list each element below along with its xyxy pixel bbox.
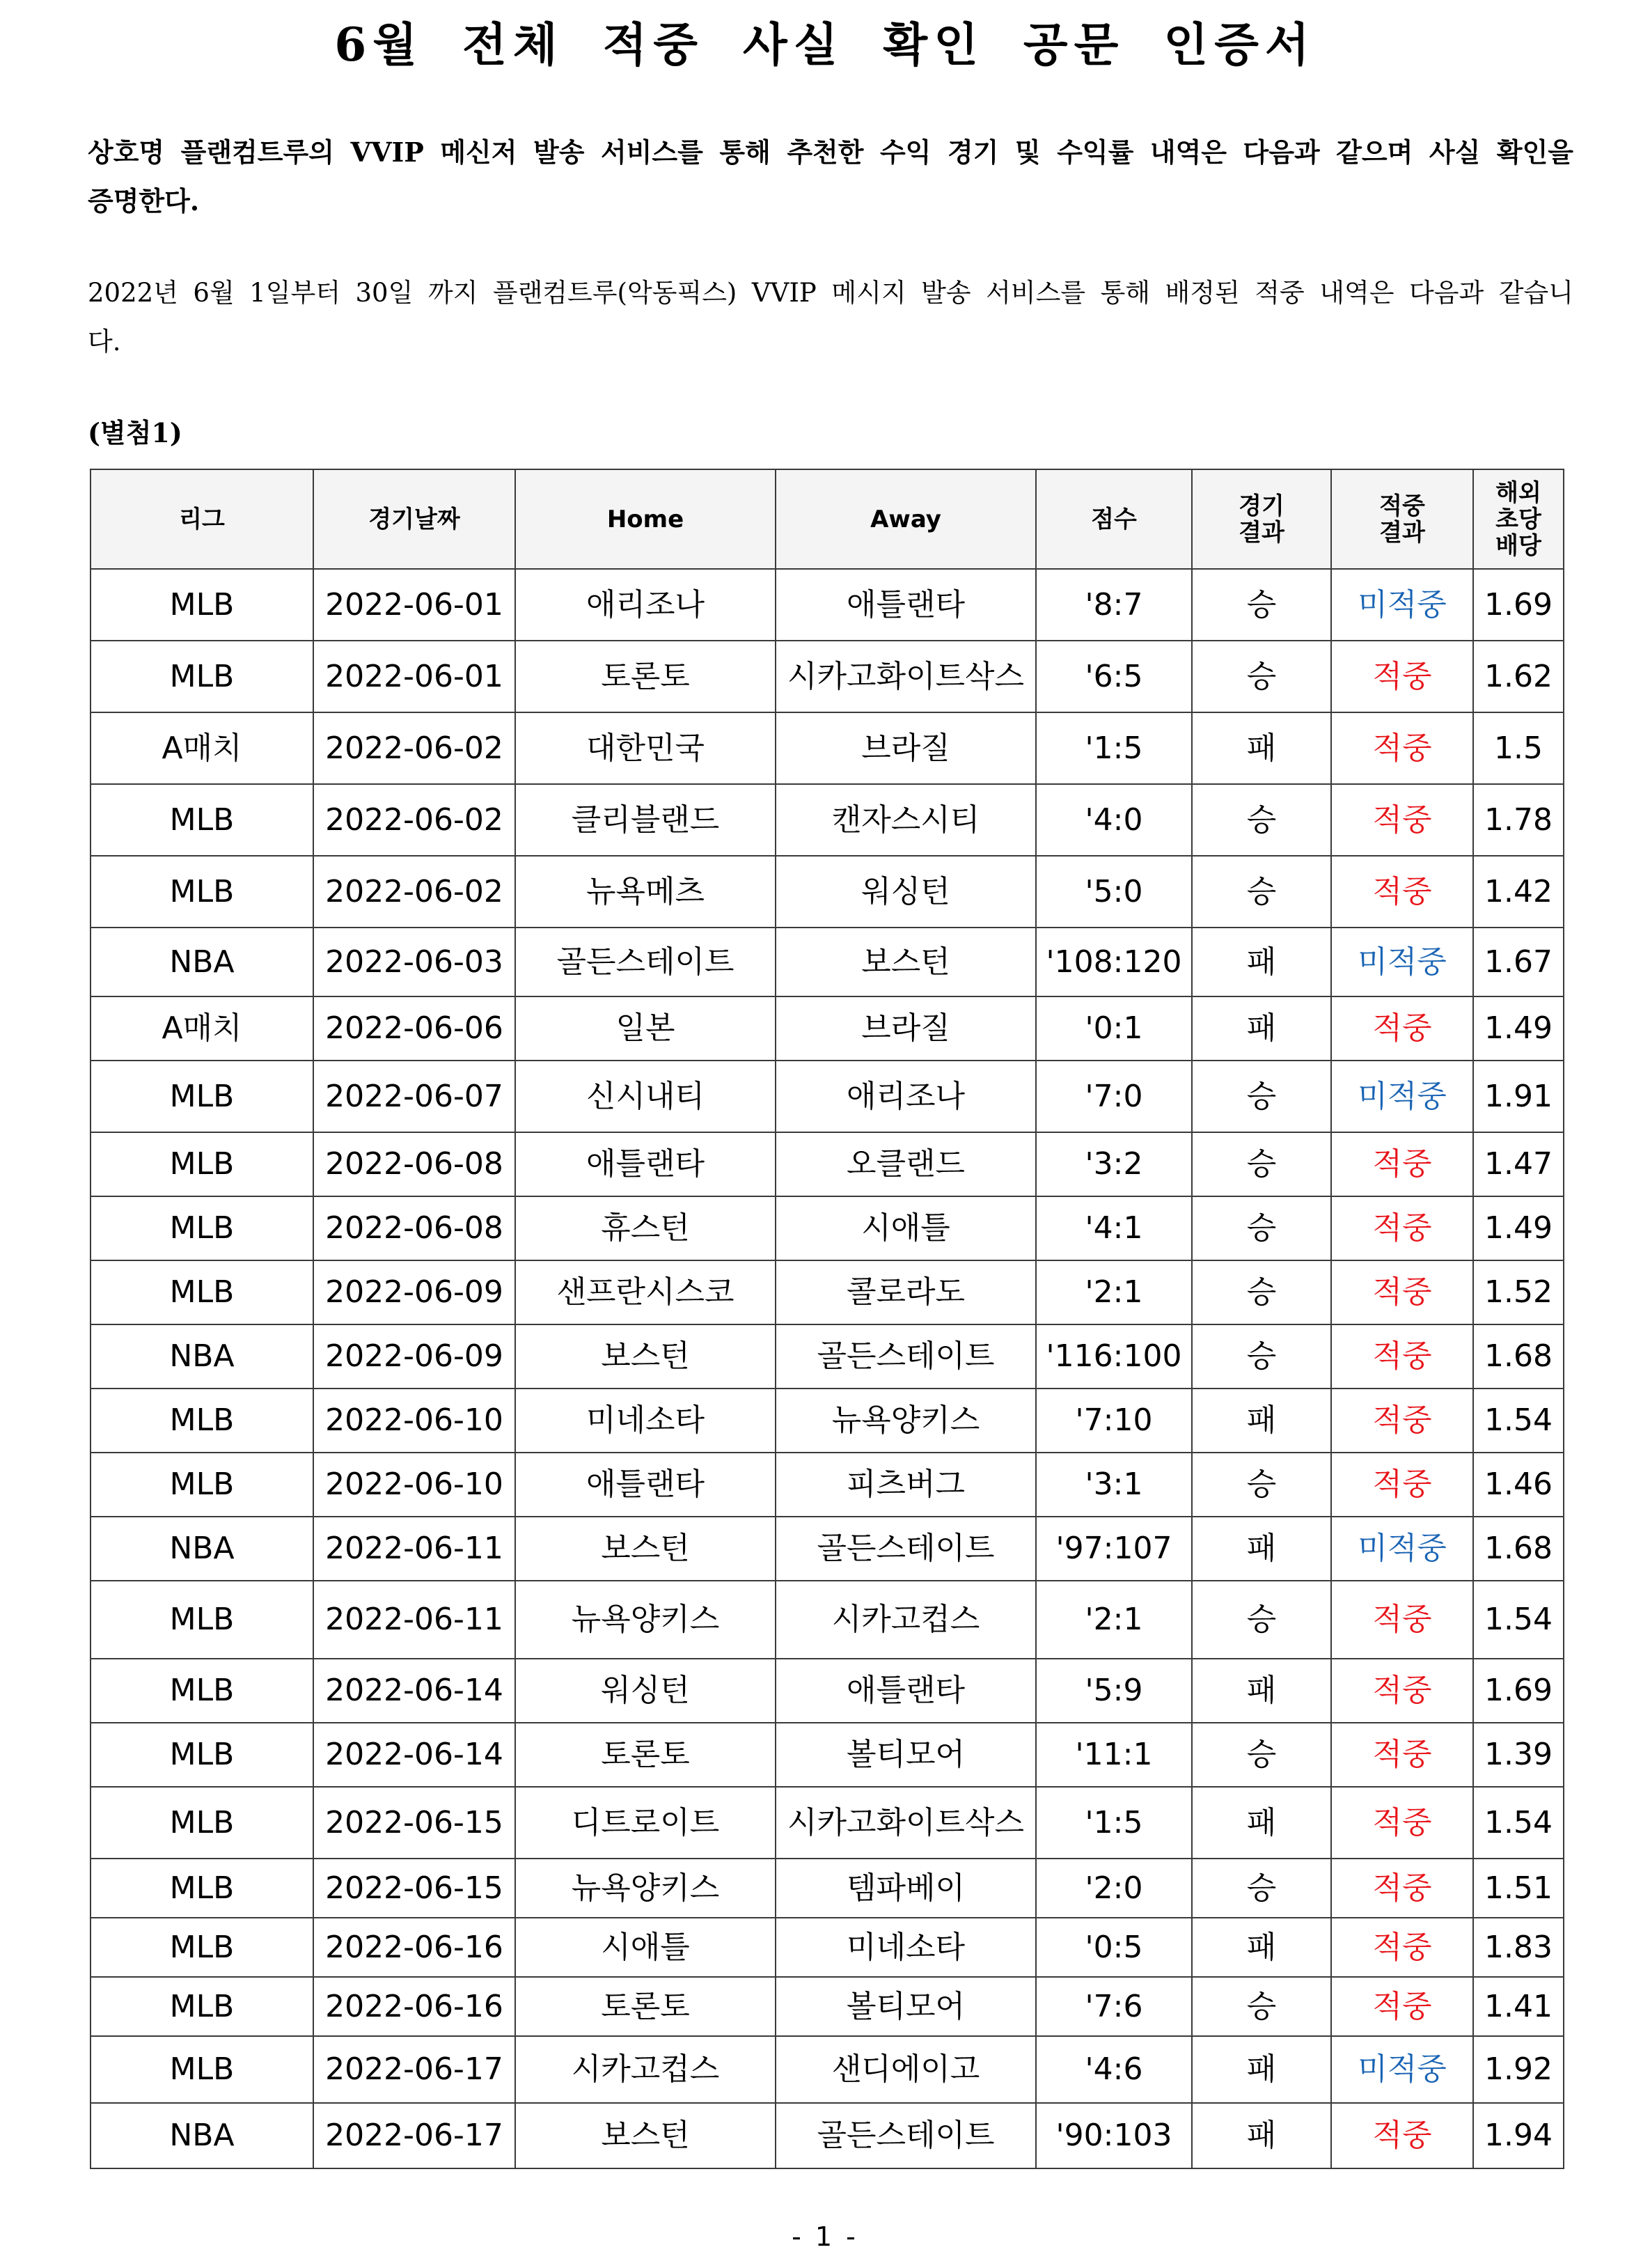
table-row [91, 1581, 1564, 1659]
cell-game-result: 패 [1192, 996, 1331, 1061]
cell-score: '0:5 [1036, 1918, 1192, 1977]
cell-game-result: 승 [1192, 1260, 1331, 1324]
cell-away: 샌디에이고 [776, 2036, 1036, 2103]
cell-odds: 1.49 [1473, 1196, 1564, 1260]
cell-game-result: 패 [1192, 928, 1331, 996]
cell-hit-result: 적중 [1331, 1324, 1473, 1389]
cell-date: 2022-06-11 [313, 1517, 515, 1581]
cell-league: MLB [91, 1196, 313, 1260]
cell-game-result: 패 [1192, 1659, 1331, 1723]
cell-hit-result: 적중 [1331, 996, 1473, 1061]
cell-league: MLB [91, 1918, 313, 1977]
cell-date: 2022-06-01 [313, 641, 515, 712]
cell-home: 보스턴 [515, 2103, 776, 2168]
cell-league: MLB [91, 1723, 313, 1787]
table-row [91, 996, 1564, 1061]
cell-hit-result: 적중 [1331, 1859, 1473, 1918]
cell-league: MLB [91, 1859, 313, 1918]
table-row [91, 1061, 1564, 1132]
cell-odds: 1.54 [1473, 1389, 1564, 1453]
cell-league: MLB [91, 1787, 313, 1859]
cell-score: '4:1 [1036, 1196, 1192, 1260]
cell-score: '5:0 [1036, 856, 1192, 928]
cell-home: 대한민국 [515, 712, 776, 784]
table-row [91, 856, 1564, 928]
cell-score: '7:0 [1036, 1061, 1192, 1132]
cell-away: 템파베이 [776, 1859, 1036, 1918]
table-row [91, 784, 1564, 856]
cell-home: 뉴욕메츠 [515, 856, 776, 928]
cell-odds: 1.46 [1473, 1453, 1564, 1517]
cell-hit-result: 미적중 [1331, 1061, 1473, 1132]
table-row [91, 1389, 1564, 1453]
table-header-row [91, 469, 1564, 569]
cell-away: 콜로라도 [776, 1260, 1036, 1324]
cell-hit-result: 적중 [1331, 1918, 1473, 1977]
header-odds-label: 해외 초당 배당 [1495, 478, 1541, 560]
cell-odds: 1.39 [1473, 1723, 1564, 1787]
page-number: - 1 - [792, 2221, 858, 2252]
cell-odds: 1.41 [1473, 1977, 1564, 2036]
cell-league: A매치 [91, 712, 313, 784]
cell-date: 2022-06-02 [313, 784, 515, 856]
cell-odds: 1.62 [1473, 641, 1564, 712]
cell-game-result: 승 [1192, 856, 1331, 928]
table-body [91, 569, 1564, 2168]
cell-home: 뉴욕양키스 [515, 1581, 776, 1659]
cell-odds: 1.54 [1473, 1581, 1564, 1659]
cell-home: 클리블랜드 [515, 784, 776, 856]
cell-hit-result: 적중 [1331, 1787, 1473, 1859]
cell-score: '5:9 [1036, 1659, 1192, 1723]
cell-league: NBA [91, 1324, 313, 1389]
table-row [91, 1196, 1564, 1260]
cell-date: 2022-06-17 [313, 2036, 515, 2103]
cell-game-result: 승 [1192, 1196, 1331, 1260]
header-hit-result-label: 적중 결과 [1379, 492, 1425, 547]
cell-league: MLB [91, 1977, 313, 2036]
cell-away: 미네소타 [776, 1918, 1036, 1977]
cell-game-result: 패 [1192, 1787, 1331, 1859]
table-row [91, 1324, 1564, 1389]
intro-paragraph: 상호명 플랜컴트루의 VVIP 메신저 발송 서비스를 통해 추천한 수익 경기 및 수익률 내역은 다음과 같으며 사실 확인을 증명한다. [88, 136, 1573, 217]
cell-away: 워싱턴 [776, 856, 1036, 928]
cell-hit-result: 적중 [1331, 1723, 1473, 1787]
cell-home: 워싱턴 [515, 1659, 776, 1723]
cell-game-result: 패 [1192, 2036, 1331, 2103]
cell-game-result: 승 [1192, 1132, 1331, 1196]
cell-away: 골든스테이트 [776, 1517, 1036, 1581]
header-game-result-label: 경기 결과 [1239, 492, 1284, 547]
cell-away: 시카고화이트삭스 [776, 1787, 1036, 1859]
cell-hit-result: 미적중 [1331, 1517, 1473, 1581]
cell-game-result: 패 [1192, 1389, 1331, 1453]
cell-league: MLB [91, 2036, 313, 2103]
cell-odds: 1.52 [1473, 1260, 1564, 1324]
cell-score: '0:1 [1036, 996, 1192, 1061]
cell-game-result: 승 [1192, 1723, 1331, 1787]
cell-date: 2022-06-14 [313, 1723, 515, 1787]
table-row [91, 2036, 1564, 2103]
document-title: 6월 전체 적중 사실 확인 공문 인증서 [334, 17, 1316, 72]
cell-date: 2022-06-08 [313, 1196, 515, 1260]
cell-league: NBA [91, 928, 313, 996]
cell-game-result: 승 [1192, 641, 1331, 712]
cell-odds: 1.92 [1473, 2036, 1564, 2103]
cell-date: 2022-06-02 [313, 856, 515, 928]
cell-hit-result: 적중 [1331, 712, 1473, 784]
cell-date: 2022-06-16 [313, 1918, 515, 1977]
cell-hit-result: 적중 [1331, 1977, 1473, 2036]
cell-hit-result: 적중 [1331, 784, 1473, 856]
cell-away: 시카고컵스 [776, 1581, 1036, 1659]
cell-away: 애틀랜타 [776, 1659, 1036, 1723]
cell-score: '11:1 [1036, 1723, 1192, 1787]
cell-score: '1:5 [1036, 1787, 1192, 1859]
cell-hit-result: 미적중 [1331, 928, 1473, 996]
cell-home: 미네소타 [515, 1389, 776, 1453]
table-row [91, 1977, 1564, 2036]
cell-game-result: 승 [1192, 784, 1331, 856]
table-row [91, 1453, 1564, 1517]
cell-game-result: 승 [1192, 1977, 1331, 2036]
cell-score: '97:107 [1036, 1517, 1192, 1581]
cell-away: 브라질 [776, 712, 1036, 784]
cell-game-result: 패 [1192, 1918, 1331, 1977]
cell-game-result: 승 [1192, 569, 1331, 641]
cell-game-result: 패 [1192, 1517, 1331, 1581]
cell-league: MLB [91, 641, 313, 712]
cell-date: 2022-06-01 [313, 569, 515, 641]
cell-league: MLB [91, 1260, 313, 1324]
table-row [91, 1859, 1564, 1918]
cell-odds: 1.5 [1473, 712, 1564, 784]
cell-game-result: 패 [1192, 712, 1331, 784]
cell-league: NBA [91, 2103, 313, 2168]
cell-away: 시애틀 [776, 1196, 1036, 1260]
cell-odds: 1.42 [1473, 856, 1564, 928]
cell-home: 토론토 [515, 641, 776, 712]
cell-away: 보스턴 [776, 928, 1036, 996]
cell-league: NBA [91, 1517, 313, 1581]
cell-odds: 1.94 [1473, 2103, 1564, 2168]
table-row [91, 1260, 1564, 1324]
cell-hit-result: 적중 [1331, 2103, 1473, 2168]
cell-odds: 1.68 [1473, 1517, 1564, 1581]
table-row [91, 1132, 1564, 1196]
cell-score: '7:10 [1036, 1389, 1192, 1453]
cell-home: 애틀랜타 [515, 1132, 776, 1196]
cell-league: MLB [91, 1659, 313, 1723]
cell-date: 2022-06-02 [313, 712, 515, 784]
cell-score: '4:0 [1036, 784, 1192, 856]
cell-date: 2022-06-06 [313, 996, 515, 1061]
cell-date: 2022-06-09 [313, 1260, 515, 1324]
cell-home: 보스턴 [515, 1517, 776, 1581]
cell-odds: 1.68 [1473, 1324, 1564, 1389]
cell-score: '108:120 [1036, 928, 1192, 996]
cell-game-result: 승 [1192, 1324, 1331, 1389]
cell-league: MLB [91, 1581, 313, 1659]
cell-hit-result: 미적중 [1331, 569, 1473, 641]
cell-date: 2022-06-15 [313, 1787, 515, 1859]
cell-score: '2:1 [1036, 1581, 1192, 1659]
table-row [91, 1787, 1564, 1859]
cell-date: 2022-06-16 [313, 1977, 515, 2036]
cell-away: 캔자스시티 [776, 784, 1036, 856]
cell-home: 휴스턴 [515, 1196, 776, 1260]
attachment-label: (별첨1) [88, 417, 182, 448]
cell-date: 2022-06-10 [313, 1389, 515, 1453]
cell-date: 2022-06-17 [313, 2103, 515, 2168]
cell-score: '8:7 [1036, 569, 1192, 641]
cell-home: 골든스테이트 [515, 928, 776, 996]
table-row [91, 712, 1564, 784]
cell-hit-result: 적중 [1331, 1659, 1473, 1723]
cell-home: 애틀랜타 [515, 1453, 776, 1517]
cell-home: 토론토 [515, 1977, 776, 2036]
cell-game-result: 승 [1192, 1859, 1331, 1918]
header-hit-result [1331, 469, 1473, 569]
table-row [91, 1918, 1564, 1977]
table-row [91, 1517, 1564, 1581]
cell-league: MLB [91, 784, 313, 856]
table-row [91, 1723, 1564, 1787]
cell-league: MLB [91, 856, 313, 928]
cell-away: 애틀랜타 [776, 569, 1036, 641]
period-paragraph: 2022년 6월 1일부터 30일 까지 플랜컴트루(악동픽스) VVIP 메시지 발송 서비스를 통해 배정된 적중 내역은 다음과 같습니다. [88, 278, 1573, 357]
cell-hit-result: 적중 [1331, 1581, 1473, 1659]
cell-home: 보스턴 [515, 1324, 776, 1389]
cell-score: '6:5 [1036, 641, 1192, 712]
cell-odds: 1.83 [1473, 1918, 1564, 1977]
header-home: Home [515, 469, 776, 569]
cell-score: '116:100 [1036, 1324, 1192, 1389]
cell-hit-result: 적중 [1331, 1196, 1473, 1260]
cell-odds: 1.51 [1473, 1859, 1564, 1918]
cell-odds: 1.78 [1473, 784, 1564, 856]
cell-home: 일본 [515, 996, 776, 1061]
cell-hit-result: 적중 [1331, 856, 1473, 928]
cell-date: 2022-06-11 [313, 1581, 515, 1659]
cell-score: '3:1 [1036, 1453, 1192, 1517]
header-league: 리그 [91, 469, 313, 569]
table-row [91, 641, 1564, 712]
cell-hit-result: 적중 [1331, 1132, 1473, 1196]
cell-odds: 1.67 [1473, 928, 1564, 996]
cell-away: 애리조나 [776, 1061, 1036, 1132]
cell-league: MLB [91, 1061, 313, 1132]
cell-league: MLB [91, 1132, 313, 1196]
cell-league: A매치 [91, 996, 313, 1061]
cell-away: 골든스테이트 [776, 2103, 1036, 2168]
cell-game-result: 승 [1192, 1453, 1331, 1517]
table-row [91, 1659, 1564, 1723]
cell-odds: 1.54 [1473, 1787, 1564, 1859]
cell-home: 신시내티 [515, 1061, 776, 1132]
header-score: 점수 [1036, 469, 1192, 569]
cell-score: '90:103 [1036, 2103, 1192, 2168]
cell-hit-result: 미적중 [1331, 2036, 1473, 2103]
cell-home: 디트로이트 [515, 1787, 776, 1859]
cell-date: 2022-06-07 [313, 1061, 515, 1132]
cell-odds: 1.69 [1473, 1659, 1564, 1723]
header-game-result [1192, 469, 1331, 569]
cell-game-result: 패 [1192, 2103, 1331, 2168]
cell-date: 2022-06-10 [313, 1453, 515, 1517]
cell-home: 애리조나 [515, 569, 776, 641]
cell-score: '4:6 [1036, 2036, 1192, 2103]
cell-away: 오클랜드 [776, 1132, 1036, 1196]
table-row [91, 928, 1564, 996]
cell-date: 2022-06-09 [313, 1324, 515, 1389]
table-row [91, 569, 1564, 641]
cell-score: '2:1 [1036, 1260, 1192, 1324]
cell-league: MLB [91, 1453, 313, 1517]
cell-score: '3:2 [1036, 1132, 1192, 1196]
cell-date: 2022-06-14 [313, 1659, 515, 1723]
cell-score: '1:5 [1036, 712, 1192, 784]
cell-away: 뉴욕양키스 [776, 1389, 1036, 1453]
cell-league: MLB [91, 1389, 313, 1453]
cell-hit-result: 적중 [1331, 1453, 1473, 1517]
cell-date: 2022-06-03 [313, 928, 515, 996]
cell-away: 브라질 [776, 996, 1036, 1061]
cell-away: 시카고화이트삭스 [776, 641, 1036, 712]
cell-home: 샌프란시스코 [515, 1260, 776, 1324]
cell-game-result: 승 [1192, 1061, 1331, 1132]
cell-odds: 1.49 [1473, 996, 1564, 1061]
header-away: Away [776, 469, 1036, 569]
cell-odds: 1.69 [1473, 569, 1564, 641]
header-date: 경기날짜 [313, 469, 515, 569]
cell-home: 토론토 [515, 1723, 776, 1787]
cell-hit-result: 적중 [1331, 641, 1473, 712]
cell-home: 시애틀 [515, 1918, 776, 1977]
cell-odds: 1.47 [1473, 1132, 1564, 1196]
cell-league: MLB [91, 569, 313, 641]
cell-date: 2022-06-15 [313, 1859, 515, 1918]
results-table [90, 469, 1564, 2169]
cell-away: 골든스테이트 [776, 1324, 1036, 1389]
cell-odds: 1.91 [1473, 1061, 1564, 1132]
cell-hit-result: 적중 [1331, 1260, 1473, 1324]
cell-home: 시카고컵스 [515, 2036, 776, 2103]
cell-away: 피츠버그 [776, 1453, 1036, 1517]
table-row [91, 2103, 1564, 2168]
cell-score: '2:0 [1036, 1859, 1192, 1918]
cell-date: 2022-06-08 [313, 1132, 515, 1196]
cell-hit-result: 적중 [1331, 1389, 1473, 1453]
cell-away: 볼티모어 [776, 1977, 1036, 2036]
cell-score: '7:6 [1036, 1977, 1192, 2036]
cell-away: 볼티모어 [776, 1723, 1036, 1787]
cell-game-result: 승 [1192, 1581, 1331, 1659]
cell-home: 뉴욕양키스 [515, 1859, 776, 1918]
header-odds [1473, 469, 1564, 569]
